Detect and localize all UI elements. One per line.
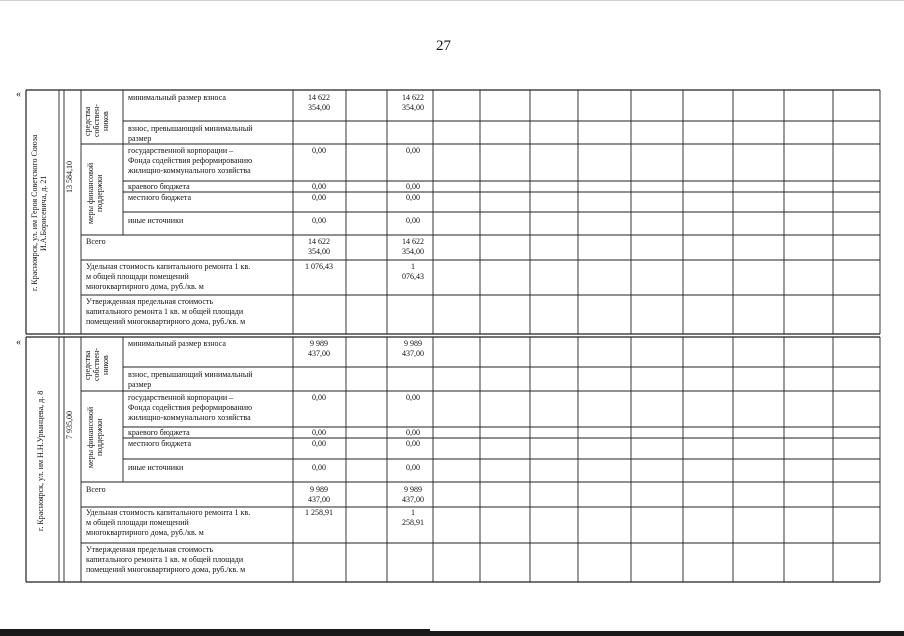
cell-value: 9 989 437,00 (308, 485, 330, 504)
cell-value: 0,00 (406, 393, 420, 402)
row-label: Удельная стоимость капитального ремонта 1 кв. м общей площади помещений многоквартирного дома, руб./кв. м (86, 262, 251, 291)
cell-value: 0,00 (312, 428, 326, 437)
row-label: Всего (86, 237, 106, 246)
row-label: взнос, превышающий минимальный размер (128, 124, 253, 143)
cell-value: 1 076,43 (402, 262, 424, 281)
cell-value: 0,00 (312, 439, 326, 448)
cell-value: 1 076,43 (305, 262, 333, 271)
cell-value: 0,00 (406, 463, 420, 472)
cell-value: 9 989 437,00 (402, 339, 424, 358)
row-label: Удельная стоимость капитального ремонта 1 кв. м общей площади помещений многоквартирного дома, руб./кв. м (86, 508, 251, 537)
cell-value: 9 989 437,00 (308, 339, 330, 358)
page-number: 27 (436, 38, 451, 54)
fin-support-label: меры финансовой поддержки (86, 406, 104, 468)
cell-value: 1 258,91 (402, 508, 424, 527)
fin-support-label: меры финансовой поддержки (86, 162, 104, 224)
cell-value: 1 258,91 (305, 508, 333, 517)
owners-funds-label: средства собствен- ников (83, 348, 110, 382)
row-label: Утвержденная предельная стоимость капитального ремонта 1 кв. м общей площади помещений многоквартирного дома, руб./кв. м (86, 545, 246, 574)
row-label: государственной корпорации – Фонда содействия реформированию жилищно-коммунального хозяйства (128, 393, 253, 422)
row-label: краевого бюджета (128, 182, 190, 191)
cell-value: 0,00 (406, 193, 420, 202)
cell-value: 14 622 354,00 (308, 237, 330, 256)
cell-value: 0,00 (406, 182, 420, 191)
cell-value: 0,00 (312, 146, 326, 155)
quote-mark: « (16, 337, 21, 348)
cell-value: 0,00 (406, 146, 420, 155)
cell-value: 0,00 (406, 216, 420, 225)
row-label: минимальный размер взноса (128, 93, 226, 102)
cell-value: 0,00 (312, 463, 326, 472)
owners-funds-label: средства собствен- ников (83, 104, 110, 138)
row-label: иные источники (128, 463, 184, 472)
row-label: государственной корпорации – Фонда содействия реформированию жилищно-коммунального хозяйства (128, 146, 253, 175)
cell-value: 14 622 354,00 (402, 93, 424, 112)
row-label: местного бюджета (128, 439, 192, 448)
cell-value: 0,00 (406, 428, 420, 437)
row-label: Всего (86, 485, 106, 494)
quote-mark: « (16, 89, 21, 100)
area-value: 13 584,10 (65, 161, 74, 193)
area-value: 7 935,00 (65, 411, 74, 439)
row-label: Утвержденная предельная стоимость капитального ремонта 1 кв. м общей площади помещений многоквартирного дома, руб./кв. м (86, 297, 246, 326)
row-label: иные источники (128, 216, 184, 225)
row-label: местного бюджета (128, 193, 192, 202)
cell-value: 0,00 (312, 393, 326, 402)
cell-value: 0,00 (312, 182, 326, 191)
address-label: г. Красноярск, ул. им Н.Н.Урванцева, д. 8 (36, 390, 45, 532)
cell-value: 14 622 354,00 (402, 237, 424, 256)
cell-value: 0,00 (312, 216, 326, 225)
cell-value: 9 989 437,00 (402, 485, 424, 504)
cell-value: 0,00 (312, 193, 326, 202)
row-label: краевого бюджета (128, 428, 190, 437)
row-label: взнос, превышающий минимальный размер (128, 370, 253, 389)
row-label: минимальный размер взноса (128, 339, 226, 348)
address-label: г. Красноярск, ул. им Героя Советского Союза И.А.Борисевича, д. 21 (30, 134, 48, 292)
cell-value: 0,00 (406, 439, 420, 448)
cell-value: 14 622 354,00 (308, 93, 330, 112)
scan-edge (430, 629, 904, 631)
